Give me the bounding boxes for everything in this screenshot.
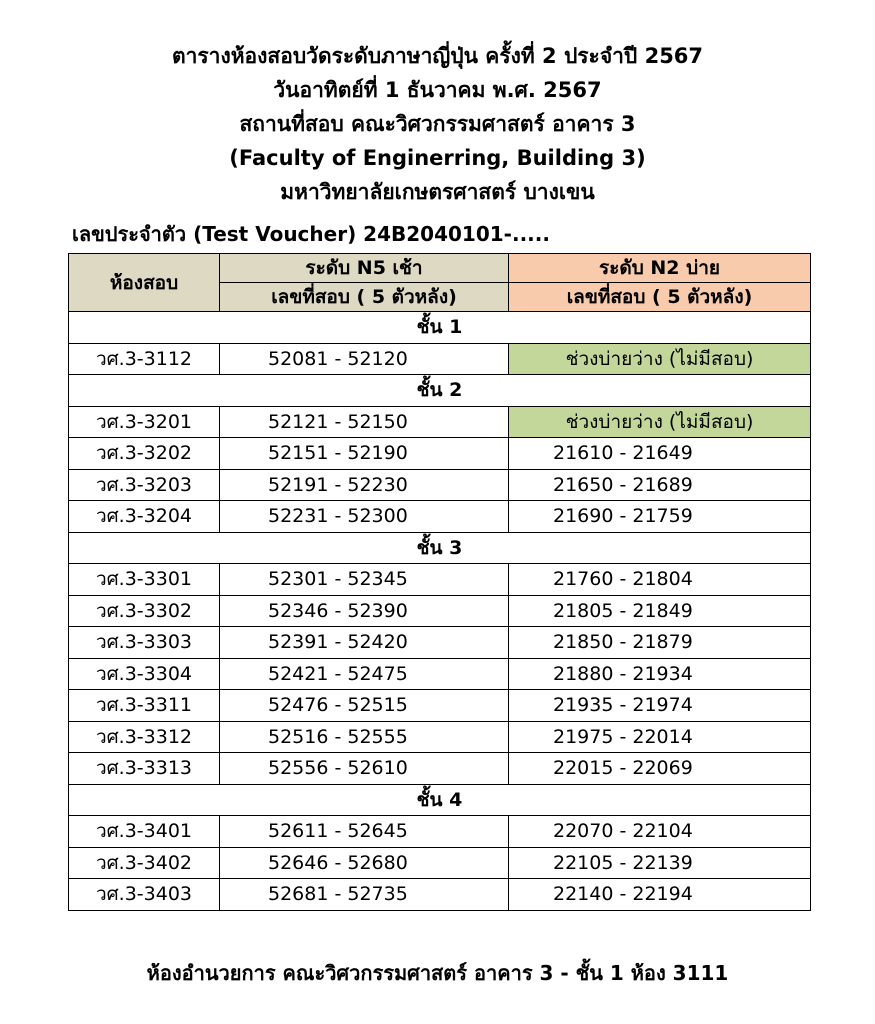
room-cell: วศ.3-3312 <box>69 721 220 753</box>
table-row <box>69 438 811 470</box>
n5-range-cell: 52556 - 52610 <box>220 753 509 785</box>
n5-range-cell: 52646 - 52680 <box>220 847 509 879</box>
table-row <box>69 469 811 501</box>
room-cell: วศ.3-3202 <box>69 438 220 470</box>
room-cell: วศ.3-3313 <box>69 753 220 785</box>
table-row <box>69 658 811 690</box>
table-row <box>69 501 811 533</box>
room-cell: วศ.3-3304 <box>69 658 220 690</box>
room-cell: วศ.3-3204 <box>69 501 220 533</box>
table-body <box>69 312 811 911</box>
room-cell: วศ.3-3302 <box>69 595 220 627</box>
n2-range-cell: 21650 - 21689 <box>509 469 811 501</box>
n5-range-cell: 52231 - 52300 <box>220 501 509 533</box>
n5-column-header: ระดับ N5 เช้า <box>220 254 509 283</box>
room-cell: วศ.3-3403 <box>69 879 220 911</box>
n2-range-cell: 21880 - 21934 <box>509 658 811 690</box>
title-line-3-venue: สถานที่สอบ คณะวิศวกรรมศาสตร์ อาคาร 3 <box>239 112 636 136</box>
n2-range-cell: 22070 - 22104 <box>509 816 811 848</box>
room-cell: วศ.3-3301 <box>69 564 220 596</box>
table-row <box>69 753 811 785</box>
table-row <box>69 627 811 659</box>
n2-range-cell: 21850 - 21879 <box>509 627 811 659</box>
n2-range-cell: 22015 - 22069 <box>509 753 811 785</box>
n2-range-cell: 22140 - 22194 <box>509 879 811 911</box>
test-voucher-label: เลขประจำตัว (Test Voucher) 24B2040101-..... <box>72 222 550 246</box>
floor-label: ชั้น 2 <box>69 375 811 407</box>
floor-label: ชั้น 3 <box>69 532 811 564</box>
table-row <box>69 595 811 627</box>
room-cell: วศ.3-3402 <box>69 847 220 879</box>
n5-range-cell: 52421 - 52475 <box>220 658 509 690</box>
n2-range-cell: 21760 - 21804 <box>509 564 811 596</box>
table-header-row <box>69 254 811 283</box>
n2-range-cell: 22105 - 22139 <box>509 847 811 879</box>
footer-control-room: ห้องอำนวยการ คณะวิศวกรรมศาสตร์ อาคาร 3 - ชั้น 1 ห้อง 3111 <box>146 961 729 985</box>
n2-range-cell: 21690 - 21759 <box>509 501 811 533</box>
n2-range-cell: 21975 - 22014 <box>509 721 811 753</box>
table-row <box>69 816 811 848</box>
title-line-1: ตารางห้องสอบวัดระดับภาษาญี่ปุ่น ครั้งที่ 2 ประจำปี 2567 <box>171 44 704 68</box>
n2-range-cell: 21805 - 21849 <box>509 595 811 627</box>
n5-range-cell: 52081 - 52120 <box>220 343 509 375</box>
n5-range-cell: 52391 - 52420 <box>220 627 509 659</box>
n2-free-cell: ช่วงบ่ายว่าง (ไม่มีสอบ) <box>509 343 811 375</box>
n2-range-cell: 21935 - 21974 <box>509 690 811 722</box>
n5-range-cell: 52516 - 52555 <box>220 721 509 753</box>
room-cell: วศ.3-3401 <box>69 816 220 848</box>
table-row <box>69 564 811 596</box>
table-row <box>69 879 811 911</box>
room-column-header: ห้องสอบ <box>69 254 220 312</box>
n5-range-cell: 52346 - 52390 <box>220 595 509 627</box>
floor-label: ชั้น 4 <box>69 784 811 816</box>
n2-column-subheader: เลขที่สอบ ( 5 ตัวหลัง) <box>509 283 811 312</box>
title-line-5-university: มหาวิทยาลัยเกษตรศาสตร์ บางเขน <box>280 180 595 204</box>
n5-range-cell: 52476 - 52515 <box>220 690 509 722</box>
room-cell: วศ.3-3203 <box>69 469 220 501</box>
n5-range-cell: 52191 - 52230 <box>220 469 509 501</box>
title-line-2-date: วันอาทิตย์ที่ 1 ธันวาคม พ.ศ. 2567 <box>273 78 602 102</box>
room-cell: วศ.3-3303 <box>69 627 220 659</box>
table-row <box>69 406 811 438</box>
room-cell: วศ.3-3311 <box>69 690 220 722</box>
floor-row <box>69 532 811 564</box>
floor-row <box>69 375 811 407</box>
floor-label: ชั้น 1 <box>69 312 811 344</box>
table-row <box>69 721 811 753</box>
n5-range-cell: 52121 - 52150 <box>220 406 509 438</box>
room-cell: วศ.3-3112 <box>69 343 220 375</box>
n5-column-subheader: เลขที่สอบ ( 5 ตัวหลัง) <box>220 283 509 312</box>
floor-row <box>69 784 811 816</box>
n5-range-cell: 52301 - 52345 <box>220 564 509 596</box>
n5-range-cell: 52611 - 52645 <box>220 816 509 848</box>
table-row <box>69 690 811 722</box>
n2-free-cell: ช่วงบ่ายว่าง (ไม่มีสอบ) <box>509 406 811 438</box>
exam-room-table <box>68 253 811 911</box>
n5-range-cell: 52151 - 52190 <box>220 438 509 470</box>
n2-range-cell: 21610 - 21649 <box>509 438 811 470</box>
table-row <box>69 847 811 879</box>
n2-column-header: ระดับ N2 บ่าย <box>509 254 811 283</box>
room-cell: วศ.3-3201 <box>69 406 220 438</box>
title-line-4-venue-en: (Faculty of Enginerring, Building 3) <box>229 146 646 170</box>
floor-row <box>69 312 811 344</box>
n5-range-cell: 52681 - 52735 <box>220 879 509 911</box>
table-row <box>69 343 811 375</box>
